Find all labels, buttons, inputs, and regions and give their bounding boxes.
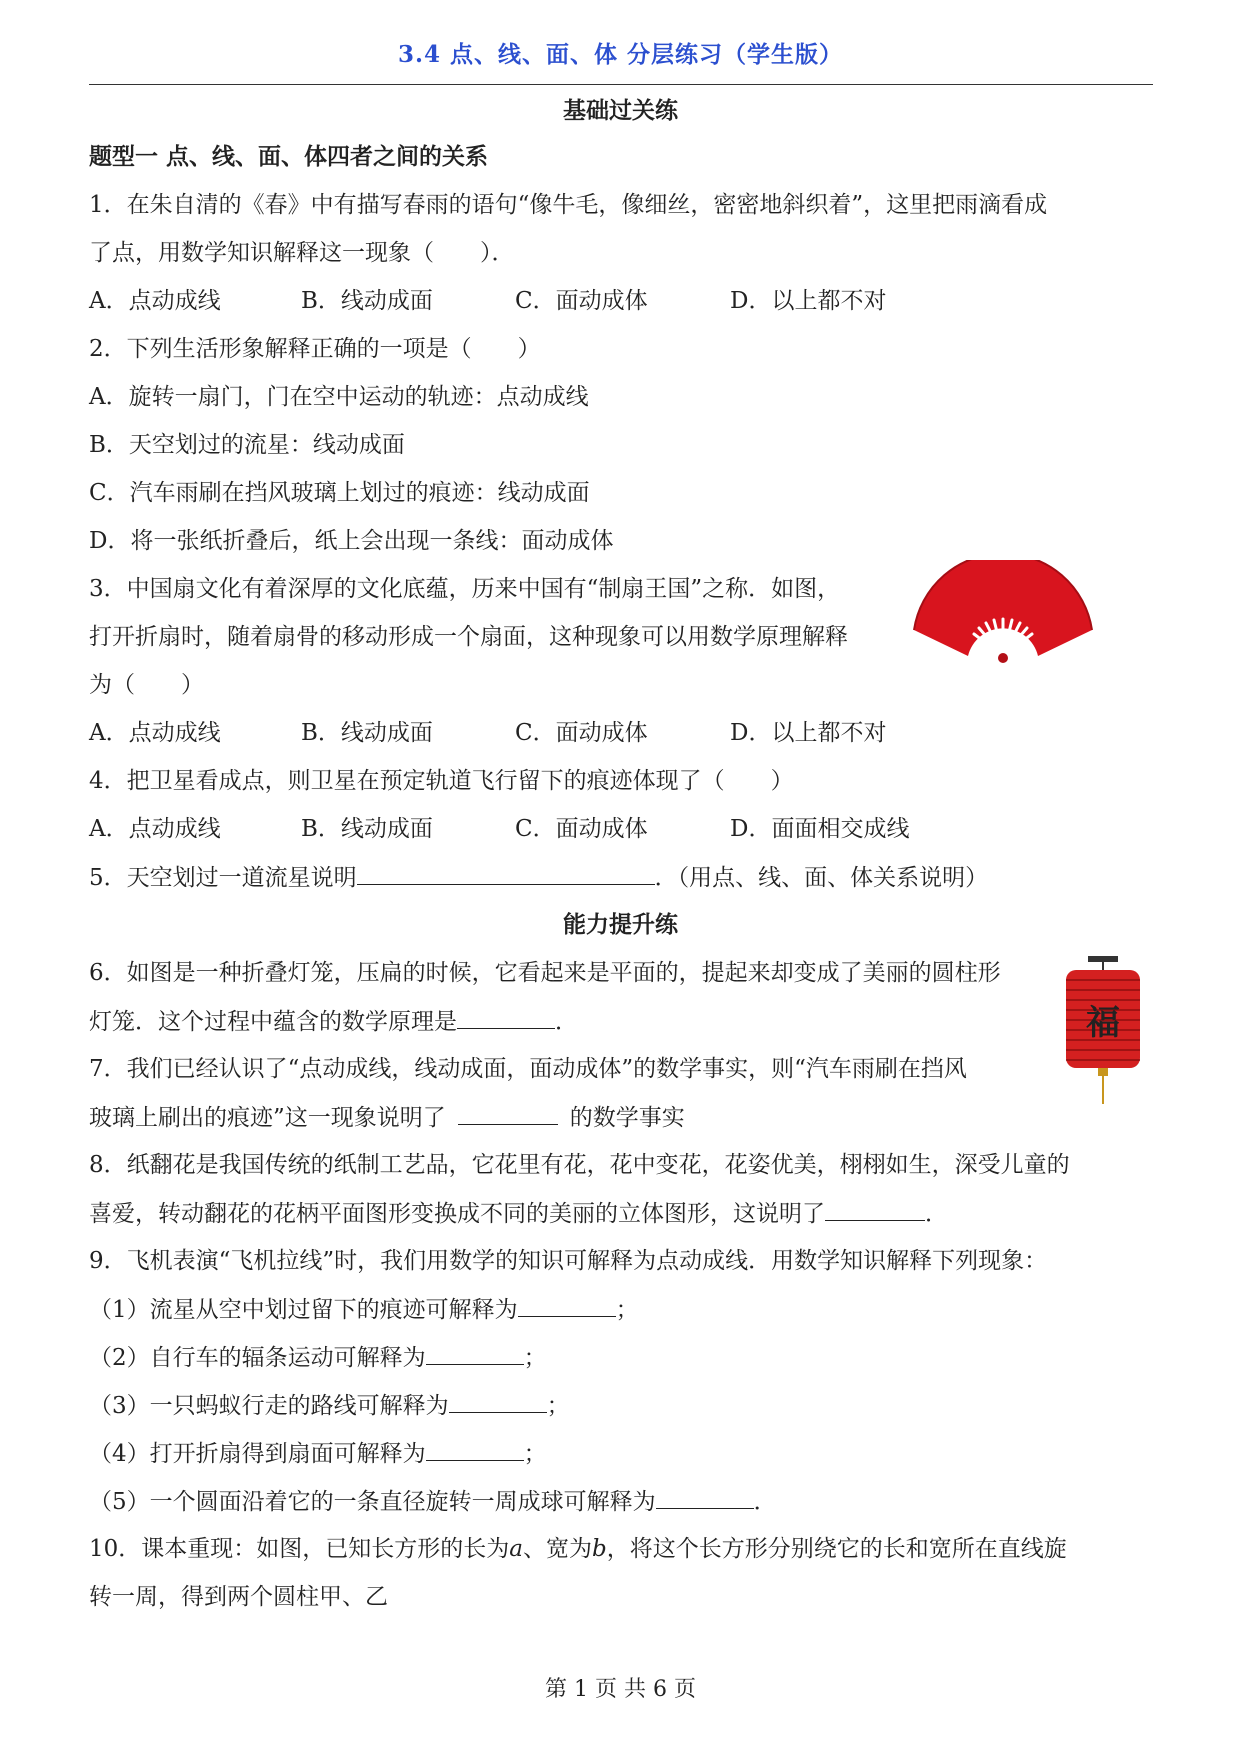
q9-item-2-blank[interactable] xyxy=(426,1342,524,1365)
q1-option-b: B．线动成面 xyxy=(301,288,433,314)
q9-item-1-text: （1）流星从空中划过留下的痕迹可解释为 xyxy=(89,1297,518,1323)
q3-line1: 3．中国扇文化有着深厚的文化底蕴，历来中国有“制扇王国”之称．如图， xyxy=(89,576,841,602)
q10-line2: 转一周，得到两个圆柱甲、乙 xyxy=(89,1584,388,1610)
q1-line1: 1．在朱自清的《春》中有描写春雨的语句“像牛毛，像细丝，密密地斜织着”，这里把雨滴看成 xyxy=(89,192,1048,218)
q2-option-a: A．旋转一扇门，门在空中运动的轨迹：点动成线 xyxy=(89,384,589,410)
q8-text-before: 喜爱，转动翻花的花柄平面图形变换成不同的美丽的立体图形，这说明了 xyxy=(89,1201,825,1227)
q9-item-5-end: ． xyxy=(753,1489,777,1515)
q5-text-before: 5．天空划过一道流星说明 xyxy=(89,865,357,891)
q4-stem: 4．把卫星看成点，则卫星在预定轨道飞行留下的痕迹体现了（ ） xyxy=(89,768,794,794)
section-advanced-heading: 能力提升练 xyxy=(563,911,678,938)
q6-text-after: ． xyxy=(555,1009,578,1035)
page-footer: 第 1 页 共 6 页 xyxy=(545,1677,696,1702)
q9-item-3-end: ； xyxy=(546,1393,570,1419)
q6-line1: 6．如图是一种折叠灯笼，压扁的时候，它看起来是平面的，提起来却变成了美丽的圆柱形 xyxy=(89,960,1001,986)
q9-item-1 xyxy=(89,1294,639,1325)
folding-lantern-image xyxy=(1058,956,1148,1106)
q5-line xyxy=(89,862,988,893)
q3-option-d: D．以上都不对 xyxy=(730,720,887,746)
q9-item-4-end: ； xyxy=(523,1441,547,1467)
q9-item-4-text: （4）打开折扇得到扇面可解释为 xyxy=(89,1441,426,1467)
q3-line3: 为（ ） xyxy=(89,672,204,698)
q3-option-a: A．点动成线 xyxy=(89,720,221,746)
q1-option-a: A．点动成线 xyxy=(89,288,221,314)
q6-answer-blank[interactable] xyxy=(457,1006,555,1029)
q9-item-2 xyxy=(89,1342,547,1373)
q5-answer-blank[interactable] xyxy=(357,862,655,885)
q10-line1 xyxy=(89,1534,1067,1564)
q9-item-3-text: （3）一只蚂蚁行走的路线可解释为 xyxy=(89,1393,449,1419)
q10-text-2: 、宽为 xyxy=(523,1536,592,1562)
folding-fan-image xyxy=(912,560,1094,666)
q4-option-a: A．点动成线 xyxy=(89,816,221,842)
q7-line1: 7．我们已经认识了“点动成线，线动成面，面动成体”的数学事实，则“汽车雨刷在挡风 xyxy=(89,1056,967,1082)
section-basic-heading: 基础过关练 xyxy=(563,97,678,124)
q9-item-1-blank[interactable] xyxy=(518,1294,616,1317)
q4-option-c: C．面动成体 xyxy=(515,816,648,842)
q3-line2: 打开折扇时，随着扇骨的移动形成一个扇面，这种现象可以用数学原理解释 xyxy=(89,624,848,650)
q9-item-3-blank[interactable] xyxy=(449,1390,547,1413)
q9-item-3 xyxy=(89,1390,570,1421)
q8-line2 xyxy=(89,1198,948,1229)
q10-text-1: 10．课本重现：如图，已知长方形的长为 xyxy=(89,1536,510,1562)
page-title: 3.4 点、线、面、体 分层练习（学生版） xyxy=(397,41,844,68)
q7-text-after: 的数学事实 xyxy=(569,1105,685,1131)
q6-line2 xyxy=(89,1006,578,1037)
q2-option-c: C．汽车雨刷在挡风玻璃上划过的痕迹：线动成面 xyxy=(89,480,590,506)
lantern-character: 福 xyxy=(1086,1003,1120,1043)
q9-item-2-end: ； xyxy=(523,1345,547,1371)
q3-option-c: C．面动成体 xyxy=(515,720,648,746)
question-type-heading: 题型一 点、线、面、体四者之间的关系 xyxy=(89,143,489,170)
q10-text-3: ，将这个长方形分别绕它的长和宽所在直线旋 xyxy=(606,1536,1067,1562)
q1-line2: 了点，用数学知识解释这一现象（ ）． xyxy=(89,240,515,266)
q8-answer-blank[interactable] xyxy=(825,1198,925,1221)
q1-option-c: C．面动成体 xyxy=(515,288,648,314)
q10-variable-a: a xyxy=(509,1536,523,1562)
q8-line1: 8．纸翻花是我国传统的纸制工艺品，它花里有花，花中变花，花姿优美，栩栩如生，深受儿童的 xyxy=(89,1152,1070,1178)
q8-text-after: ． xyxy=(925,1201,948,1227)
q3-option-b: B．线动成面 xyxy=(301,720,433,746)
q9-item-4 xyxy=(89,1438,547,1469)
q2-option-d: D．将一张纸折叠后，纸上会出现一条线：面动成体 xyxy=(89,528,614,554)
q9-item-5-text: （5）一个圆面沿着它的一条直径旋转一周成球可解释为 xyxy=(89,1489,656,1515)
q9-item-1-end: ； xyxy=(615,1297,639,1323)
q1-option-d: D．以上都不对 xyxy=(730,288,887,314)
q4-option-b: B．线动成面 xyxy=(301,816,433,842)
q9-item-5-blank[interactable] xyxy=(656,1486,754,1509)
q5-text-after: ．（用点、线、面、体关系说明） xyxy=(654,865,989,891)
q4-option-d: D．面面相交成线 xyxy=(730,816,910,842)
q9-item-2-text: （2）自行车的辐条运动可解释为 xyxy=(89,1345,426,1371)
q9-item-4-blank[interactable] xyxy=(426,1438,524,1461)
q7-answer-blank[interactable] xyxy=(458,1102,558,1125)
q9-item-5 xyxy=(89,1486,777,1517)
q6-text-before: 灯笼．这个过程中蕴含的数学原理是 xyxy=(89,1009,457,1035)
q7-line2 xyxy=(89,1102,685,1133)
q9-stem: 9．飞机表演“飞机拉线”时，我们用数学的知识可解释为点动成线．用数学知识解释下列现象： xyxy=(89,1248,1048,1274)
q10-variable-b: b xyxy=(592,1536,607,1562)
header-divider xyxy=(89,84,1153,85)
q2-option-b: B．天空划过的流星：线动成面 xyxy=(89,432,405,458)
q7-text-before: 玻璃上刷出的痕迹”这一现象说明了 xyxy=(89,1105,446,1131)
q2-stem: 2．下列生活形象解释正确的一项是（ ） xyxy=(89,336,541,362)
